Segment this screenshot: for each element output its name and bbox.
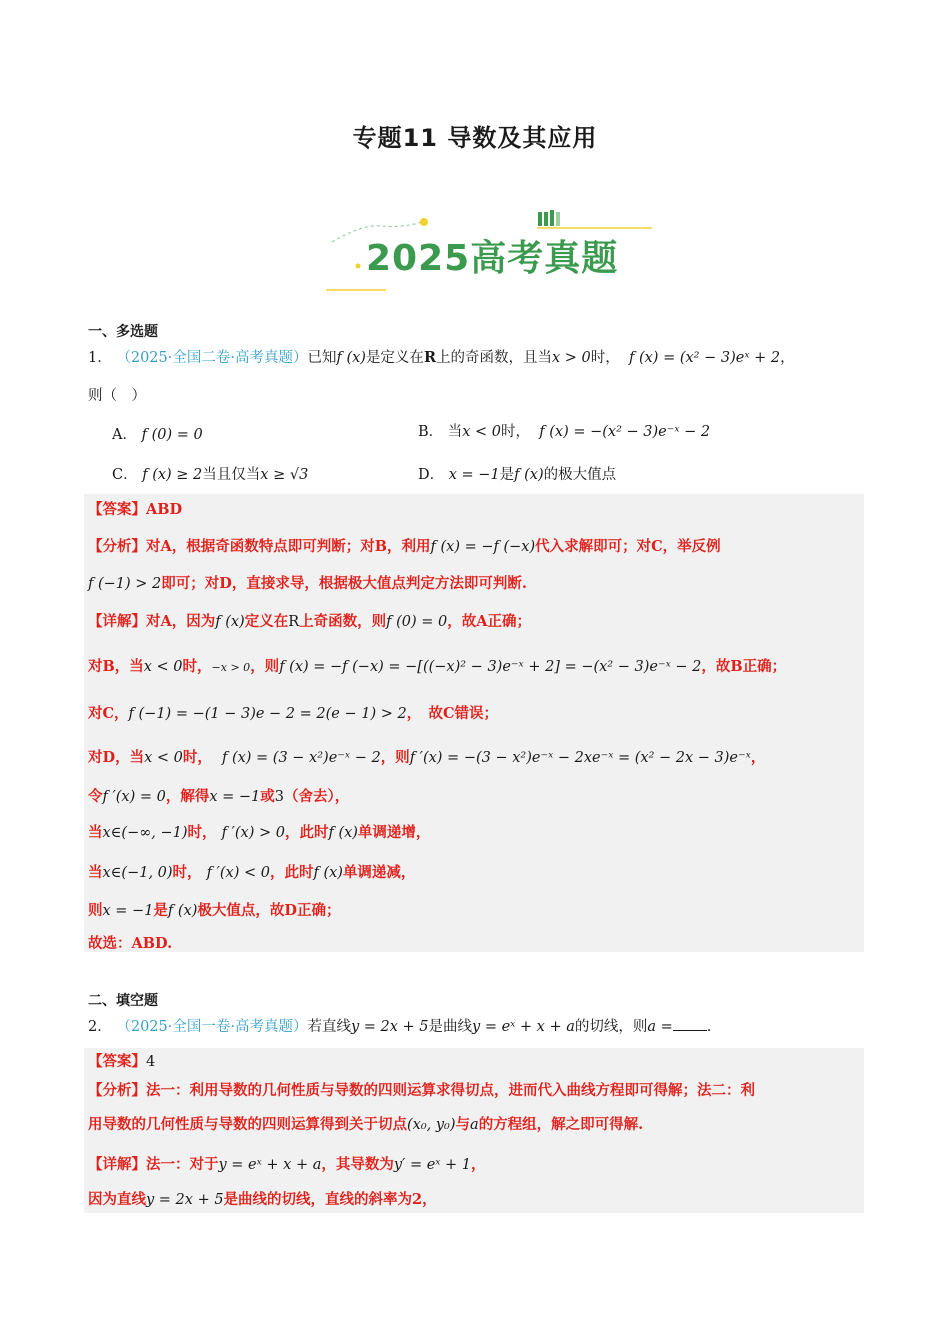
q1-answer-label: 【答案】 [88, 501, 146, 518]
q1-detail6-c: ，此时 [284, 824, 329, 841]
q2-text-c: 的切线，则 [574, 1019, 648, 1035]
q2-analysis-line2 [88, 1115, 643, 1135]
q1-detail1-c: 上奇函数，则 [299, 613, 387, 630]
q2-answer-label: 【答案】 [88, 1053, 146, 1070]
q1-detail8-formula: x = −1 [102, 903, 154, 919]
q1-detail1-b: 定义在 [244, 613, 289, 630]
option-b-text-b: 时， [501, 424, 531, 440]
q1-analysis-a: 对A，根据奇函数特点即可判断；对B，利用 [146, 538, 431, 555]
section-heading-2: 二、填空题 [88, 993, 158, 1009]
q1-detail6-fx: f (x) [328, 825, 358, 841]
q1-detail6-range: x∈(−∞, −1) [102, 825, 188, 841]
q1-detail4-a: 对D，当 [88, 749, 145, 766]
q2-detail2-line: y = 2x + 5 [146, 1192, 224, 1208]
banner-text: 2025高考真题 [366, 238, 619, 279]
question-1-line2: 则（ ） [88, 388, 146, 404]
q1-detail8-fx: f (x) [167, 903, 198, 919]
q1-detail-line2 [88, 657, 786, 678]
q1-detail5-c: 或 [260, 788, 275, 805]
q1-detail1-R: R [288, 614, 300, 630]
page-title: 专题11 导数及其应用 [352, 124, 598, 152]
q1-detail7-d: 单调递减， [342, 864, 416, 881]
q1-cond: x > 0 [552, 350, 591, 366]
option-b-cond: x < 0 [462, 424, 502, 440]
q1-detail4-formula2: f ′(x) = −(3 − x²)e⁻ˣ − 2xe⁻ˣ = (x² − 2x − 3)e⁻ˣ [409, 750, 751, 766]
q1-detail4-b: 时， [182, 749, 212, 766]
q1-detail2-a: 对B，当 [88, 658, 144, 675]
q1-detail5-formula2: x = −1 [209, 789, 261, 805]
q1-detail4-d: ， [750, 749, 766, 766]
q1-detail5-d: （舍去）， [284, 788, 350, 805]
q1-text: 已知 [307, 350, 337, 366]
q1-detail5-a: 令 [88, 788, 103, 805]
q1-detail3-a: 对C， [88, 705, 129, 722]
q2-curve-formula: y = eˣ + x + a [472, 1019, 575, 1035]
q2-analysis-line1 [88, 1081, 755, 1101]
q2-detail-line1 [88, 1155, 486, 1175]
q1-detail-line4 [88, 748, 765, 768]
q1-detail7-fx: f (x) [313, 865, 343, 881]
option-d-text-b: 的极大值点 [543, 467, 617, 483]
q1-detail-line6 [88, 823, 430, 843]
option-b [418, 422, 710, 442]
q2-detail-line2 [88, 1190, 437, 1210]
q1-detail7-range: x∈(−1, 0) [102, 865, 173, 881]
q2-detail2-b: 是曲线的切线，直线的斜率为2， [223, 1191, 437, 1208]
q1-number: 1． [88, 350, 112, 366]
q1-detail7-a: 当 [88, 864, 103, 881]
option-b-formula: f (x) = −(x² − 3)e⁻ˣ − 2 [539, 424, 711, 440]
q1-detail7-formula: f ′(x) < 0 [206, 865, 270, 881]
q2-detail2-a: 因为直线 [88, 1191, 146, 1208]
q1-detail8-a: 则 [88, 902, 103, 919]
q2-answer [88, 1052, 155, 1072]
q1-detail2-b: 时， [182, 658, 212, 675]
q1-detail-line5 [88, 787, 349, 807]
q1-detail-line9: 故选：ABD. [88, 935, 173, 952]
option-d-formula: x = −1 [448, 467, 500, 483]
q2-answer-blank [673, 1016, 707, 1031]
q2-end: . [706, 1019, 712, 1035]
q1-detail8-b: 是 [153, 902, 168, 919]
q2-detail1-c: ， [471, 1156, 486, 1173]
q1-detail1-fx: f (x) [215, 614, 245, 630]
q2-detail-label: 【详解】 [88, 1156, 146, 1173]
q1-detail-line7 [88, 863, 415, 883]
q2-a: a = [647, 1019, 673, 1035]
q1-detail2-c: ，则 [250, 658, 280, 675]
q2-answer-value: 4 [146, 1054, 156, 1070]
q2-detail1-b: ，其导数为 [321, 1156, 394, 1173]
q2-detail1-deriv: y′ = eˣ + 1 [393, 1157, 472, 1173]
q2-number: 2． [88, 1019, 112, 1035]
option-c [112, 465, 308, 485]
q1-analysis-b: 代入求解即可；对C，举反例 [535, 538, 721, 555]
option-b-label: B． [418, 424, 444, 440]
q2-analysis-point: (x₀, y₀) [407, 1117, 456, 1133]
q1-detail8-c: 极大值点，故D正确； [197, 902, 341, 919]
q1-detail2-cond2: −x > 0 [211, 661, 251, 674]
option-c-formula: f (x) ≥ 2 [142, 467, 203, 483]
q1-detail3-b: ， 故C错误； [406, 705, 499, 722]
q1-detail4-formula: f (x) = (3 − x²)e⁻ˣ − 2 [221, 750, 381, 766]
q1-formula: f (x) = (x² − 3)eˣ + 2 [629, 350, 781, 366]
q2-source: （2025·全国一卷·高考真题） [116, 1019, 308, 1035]
q1-analysis-formula2: f (−1) > 2 [88, 576, 162, 592]
q2-analysis-2a: 用导数的几何性质与导数的四则运算得到关于切点 [88, 1116, 407, 1133]
option-b-text-a: 当 [447, 424, 463, 440]
q1-analysis-formula: f (x) = −f (−x) [430, 539, 536, 555]
q1-detail3-formula: f (−1) = −(1 − 3)e − 2 = 2(e − 1) > 2 [128, 706, 407, 722]
q1-analysis-label: 【分析】 [88, 538, 146, 555]
q1-detail1-a: 对A，因为 [146, 613, 216, 630]
q1-detail5-val: 3 [274, 789, 285, 805]
option-d-fx: f (x) [514, 467, 544, 483]
q1-detail2-cond: x < 0 [143, 659, 183, 675]
q1-detail6-d: 单调递增， [357, 824, 431, 841]
q1-detail5-formula: f ′(x) = 0 [102, 789, 166, 805]
option-c-text: 当且仅当 [202, 467, 261, 483]
q1-text-d: 时， [590, 350, 620, 366]
q2-analysis-label: 【分析】 [88, 1082, 146, 1099]
q1-detail7-b: 时， [172, 864, 202, 881]
q1-analysis-c: 即可；对D，直接求导，根据极大值点判定方法即可判断. [161, 575, 527, 592]
q1-answer-value: ABD [146, 501, 183, 518]
q1-detail2-formula: f (x) = −f (−x) = −[((−x)² − 3)e⁻ˣ + 2] = −(x² − 3)e⁻ˣ − 2 [279, 659, 702, 675]
section-heading-1: 一、多选题 [88, 324, 158, 340]
q1-detail6-b: 时， [187, 824, 217, 841]
q1-text-b: 是定义在 [365, 350, 424, 366]
option-d-text-a: 是 [499, 467, 515, 483]
q1-detail1-formula: f (0) = 0 [386, 614, 448, 630]
option-a-label: A． [112, 427, 137, 443]
q2-analysis-2b: 与 [455, 1116, 471, 1133]
q2-line-formula: y = 2x + 5 [350, 1019, 429, 1035]
q1-detail-line8 [88, 901, 340, 921]
q1-detail6-a: 当 [88, 824, 103, 841]
q1-source: （2025·全国二卷·高考真题） [116, 350, 308, 366]
question-2-line1 [88, 1016, 711, 1037]
q1-detail1-d: ，故A正确； [447, 613, 531, 630]
q1-analysis-line2 [88, 574, 527, 594]
q2-analysis-2c: 的方程组，解之即可得解. [478, 1116, 644, 1133]
q1-fx: f (x) [336, 350, 366, 366]
q2-text-a: 若直线 [307, 1019, 351, 1035]
option-a-formula: f (0) = 0 [141, 427, 203, 443]
q1-detail7-c: ，此时 [269, 864, 314, 881]
q1-R: R [423, 349, 436, 366]
q1-detail-line1 [88, 612, 531, 632]
q1-detail5-b: ，解得 [165, 788, 210, 805]
option-a [112, 425, 203, 445]
option-d-label: D． [418, 467, 445, 483]
question-1-line1 [88, 348, 795, 368]
option-c-cond: x ≥ √3 [260, 467, 309, 483]
q1-detail2-d: ，故B正确； [701, 658, 787, 675]
q1-detail4-c: ，则 [380, 749, 410, 766]
banner [322, 204, 656, 294]
q2-text-b: 是曲线 [428, 1019, 473, 1035]
q1-detail4-cond: x < 0 [144, 750, 183, 766]
q2-detail1-curve: y = eˣ + x + a [218, 1157, 322, 1173]
q1-answer [88, 500, 182, 520]
option-c-label: C． [112, 467, 138, 483]
q1-detail6-formula: f ′(x) > 0 [221, 825, 285, 841]
q2-analysis-a: a [470, 1117, 479, 1133]
q1-text-e: ， [780, 350, 795, 366]
q1-analysis-line1 [88, 537, 721, 557]
q1-text-c: 上的奇函数，且当 [436, 350, 552, 366]
q2-detail1-a: 法一：对于 [146, 1156, 219, 1173]
q1-detail-label: 【详解】 [88, 613, 146, 630]
q1-detail-line3 [88, 704, 498, 724]
option-d [418, 465, 616, 485]
q2-analysis-1: 法一：利用导数的几何性质与导数的四则运算求得切点，进而代入曲线方程即可得解；法二：利 [146, 1082, 755, 1099]
